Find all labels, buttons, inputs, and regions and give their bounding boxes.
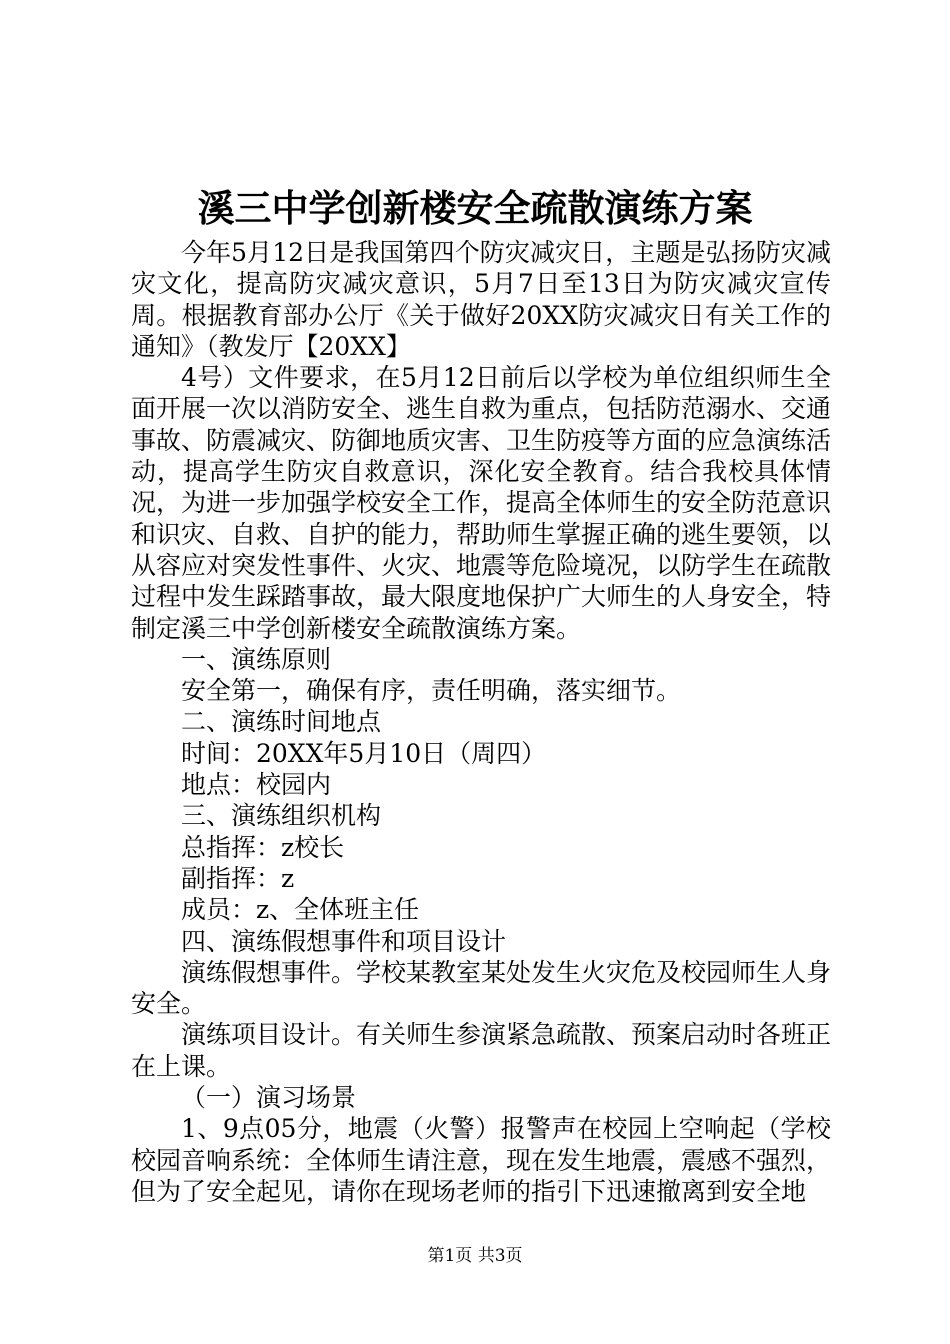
paragraph: 成员：z、全体班主任 (181, 895, 420, 925)
paragraph: 演练假想事件。学校某教室某处发生火灾危及校园师生人身安全。 (131, 957, 832, 1019)
paragraph: 安全第一，确保有序，责任明确，落实细节。 (181, 676, 682, 706)
subsection-heading: （一）演习场景 (181, 1083, 357, 1113)
page-footer: 第1页 共3页 (427, 1246, 523, 1266)
paragraph: 4号）文件要求，在5月12日前后以学校为单位组织师生全面开展一次以消防安全、逃生自救为重点，包括防范溺水、交通事故、防震减灾、防御地质灾害、卫生防疫等方面的应急演练活动，提高学生防灾自救意识，深化安全教育。结合我校具体情况，为进一步加强学校安全工作，提高全体师生的安全防范意识和识灾、自救、自护的能力，帮助师生掌握正确的逃生要领，以从容应对突发性事件、火灾、地震等危险境况，以防学生在疏散过程中发生踩踏事故，最大限度地保护广大师生的人身安全，特制定溪三中学创新楼安全疏散演练方案。 (131, 363, 832, 643)
paragraph: 地点：校园内 (181, 770, 332, 800)
paragraph: 副指挥：z (181, 863, 295, 893)
section-heading: 一、演练原则 (181, 644, 332, 674)
section-heading: 四、演练假想事件和项目设计 (181, 926, 507, 956)
document-body (131, 237, 831, 1207)
section-heading: 三、演练组织机构 (181, 801, 382, 831)
paragraph: 演练项目设计。有关师生参演紧急疏散、预案启动时各班正在上课。 (131, 1020, 832, 1081)
paragraph: 总指挥：z校长 (181, 832, 345, 862)
paragraph: 1、9点05分，地震（火警）报警声在校园上空响起（学校校园音响系统：全体师生请注意，现在发生地震，震感不强烈，但为了安全起见，请你在现场老师的指引下迅速撤离到安全地 (131, 1114, 832, 1206)
paragraph: 今年5月12日是我国第四个防灾减灾日，主题是弘扬防灾减灾文化，提高防灾减灾意识，5月7日至13日为防灾减灾宣传周。根据教育部办公厅《关于做好20XX防灾减灾日有关工作的通知》（教发厅【20XX】 (131, 238, 831, 361)
document-title: 溪三中学创新楼安全疏散演练方案 (197, 186, 753, 230)
section-heading: 二、演练时间地点 (181, 707, 382, 737)
paragraph: 时间：20XX年5月10日（周四） (181, 738, 547, 768)
